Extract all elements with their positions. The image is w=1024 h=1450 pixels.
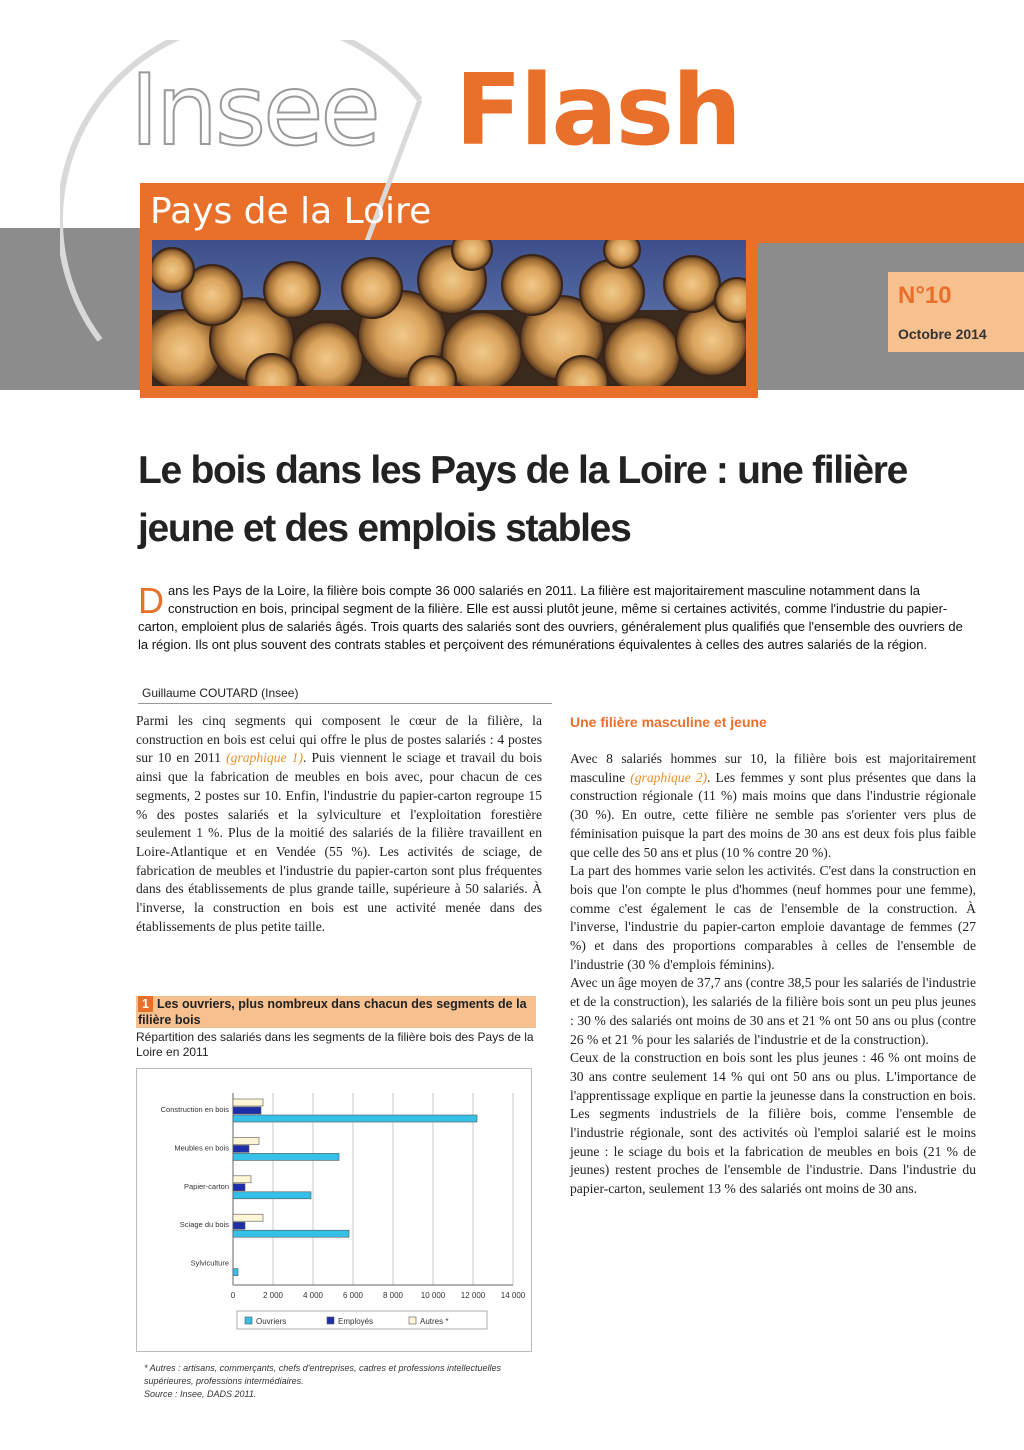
section-heading: Une filière masculine et jeune xyxy=(570,714,767,730)
text-segment: . Puis viennent le sciage et travail du bois ainsi que la fabrication de meubles en bois avec, pour chacun de ces segments, 2 postes sur 10. Enfin, l'industrie du papier-carton regroupe 15 % des postes salariés et la sylviculture et l'exploitation forestière seulement 1 %. Plus de la moitié des salariés de la filière travaillent en Loire-Atlantique et en Vendée (55 %). Les activités de sciage, de fabrication de meubles et l'industrie du papier-carton sont plus fréquentes dans des établissements de plus grande taille, supérieure à 50 salariés. À l'inverse, la construction en bois est une activité menée dans des établissements de plus petite taille. xyxy=(136,750,542,934)
bar xyxy=(233,1184,245,1191)
graph-2-link[interactable]: (graphique 2) xyxy=(630,769,708,785)
chapeau xyxy=(138,582,974,654)
note-autres: * Autres : artisans, commerçants, chefs d'entreprises, cadres et professions intellectuelles supérieures, professions intermédiaires. xyxy=(144,1363,502,1386)
legend-label: Employés xyxy=(338,1317,374,1326)
region-name: Pays de la Loire xyxy=(150,191,432,232)
figure-title xyxy=(136,996,536,1028)
bar xyxy=(233,1176,251,1183)
log-end xyxy=(342,258,402,318)
logo-insee: Insee xyxy=(130,54,378,168)
bar xyxy=(233,1115,477,1122)
text-segment: Parmi les cinq segments qui composent le cœur de la filière, la construction en bois est celui qui offre le plus de postes salariés : 4 postes sur 10 en 2011 xyxy=(136,713,542,766)
x-tick-label: 8 000 xyxy=(382,1291,404,1300)
legend-swatch xyxy=(245,1317,252,1324)
bar xyxy=(233,1145,249,1152)
legend-label: Autres * xyxy=(420,1317,449,1326)
paragraph xyxy=(570,750,976,862)
x-tick-label: 14 000 xyxy=(500,1291,526,1300)
issue-date: Octobre 2014 xyxy=(898,326,987,342)
chart-container xyxy=(136,1068,532,1352)
x-tick-label: 4 000 xyxy=(302,1291,324,1300)
bar xyxy=(233,1214,263,1221)
legend-label: Ouvriers xyxy=(256,1317,287,1326)
bar xyxy=(233,1137,259,1144)
dropcap: D xyxy=(138,580,164,621)
author: Guillaume COUTARD (Insee) xyxy=(142,686,299,700)
x-tick-label: 10 000 xyxy=(420,1291,446,1300)
bar xyxy=(233,1222,245,1229)
bar xyxy=(233,1230,349,1237)
left-paragraph xyxy=(136,712,542,936)
bar xyxy=(233,1107,261,1114)
divider xyxy=(138,703,552,704)
x-tick-label: 2 000 xyxy=(262,1291,284,1300)
x-tick-label: 0 xyxy=(230,1291,236,1300)
category-label: Construction en bois xyxy=(160,1105,229,1114)
chapeau-text: ans les Pays de la Loire, la filière bois compte 36 000 salariés en 2011. La filière est majoritairement masculine notamment dans la construction en bois, principal segment de la filière. Elle est aussi plutôt jeune, même si certaines activités, comme l'industrie du papier-carton, emploient plus de salariés âgés. Trois quarts des salariés sont des ouvriers, généralement plus qualifiés que l'ensemble des ouvriers de la région. Ils ont plus souvent des contrats stables et perçoivent des rémunérations équivalentes à celles des autres salariés de la région. xyxy=(138,583,963,652)
log-end xyxy=(291,322,363,386)
bar xyxy=(233,1153,339,1160)
note-source: Source : Insee, DADS 2011. xyxy=(144,1389,257,1399)
log-end xyxy=(452,240,492,270)
x-tick-label: 12 000 xyxy=(460,1291,486,1300)
log-end xyxy=(604,240,640,268)
log-end xyxy=(604,317,680,386)
bar xyxy=(233,1192,311,1199)
category-label: Sylviculture xyxy=(190,1258,229,1268)
figure-title-text: Les ouvriers, plus nombreux dans chacun des segments de la filière bois xyxy=(138,997,527,1027)
log-end xyxy=(502,255,562,315)
bar xyxy=(233,1099,263,1106)
issue-number: N°10 xyxy=(898,282,952,309)
log-end xyxy=(264,262,320,318)
graph-1-link[interactable]: (graphique 1) xyxy=(226,750,303,766)
paragraph: Avec un âge moyen de 37,7 ans (contre 38,5 pour les salariés de l'industrie et de la construction), les salariés de la filière bois sont un peu plus jeunes : 30 % des salariés ont moins de 30 ans et 21 % ont 50 ans ou plus (contre 26 % et 21 % pour les salariés de l'industrie et de la construction). xyxy=(570,975,976,1047)
paragraph: Ceux de la construction en bois sont les plus jeunes : 46 % ont moins de 30 ans contre seulement 14 % qui ont 50 ans ou plus. L'importance de l'apprentissage explique en partie la jeunesse dans la construction en bois. Les segments industriels de la filière bois, comme l'ensemble de l'industrie régionale, sont des activités où l'emploi salarié est le moins jeune : le sciage du bois et la fabrication de meubles en bois (21 % de jeunes) restent proches de l'ensemble de l'industrie. Dans l'industrie du papier-carton, seulement 13 % des salariés ont moins de 30 ans. xyxy=(570,1050,976,1197)
right-column xyxy=(570,750,976,1199)
figure-notes xyxy=(144,1362,544,1401)
x-tick-label: 6 000 xyxy=(342,1291,364,1300)
category-label: Meubles en bois xyxy=(174,1143,229,1153)
category-label: Sciage du bois xyxy=(179,1220,229,1230)
category-label: Papier-carton xyxy=(183,1181,229,1191)
log-end xyxy=(664,256,720,312)
log-pile-photo xyxy=(152,240,746,386)
logo-flash: Flash xyxy=(455,54,740,168)
bar-chart xyxy=(137,1069,533,1353)
log-end xyxy=(152,248,194,292)
log-end xyxy=(580,260,644,324)
figure-number: 1 xyxy=(138,996,153,1012)
bar xyxy=(233,1269,238,1276)
page-title: Le bois dans les Pays de la Loire : une filière jeune et des emplois stables xyxy=(138,449,908,550)
paragraph: La part des hommes varie selon les activités. C'est dans la construction en bois que l'on compte le plus d'hommes (neuf hommes pour une femme), comme c'est également le cas de l'ensemble de la construction. À l'inverse, l'industrie du papier-carton emploie davantage de femmes (27 %) et dans des proportions comparables à celles de l'ensemble de l'industrie (30 % d'emplois féminins). xyxy=(570,863,976,972)
text-segment: Avec 8 salariés hommes sur 10, la filière bois est majoritairement masculine xyxy=(570,751,976,785)
legend-swatch xyxy=(327,1317,334,1324)
legend-swatch xyxy=(409,1317,416,1324)
text-segment: . Les femmes y sont plus présentes que dans la construction régionale (11 %) mais moins que dans l'industrie régionale (30 %). En outre, cette filière ne semble pas s'orienter vers plus de féminisation puisque la part des moins de 30 ans est deux fois plus faible que celle des 50 ans et plus (10 % contre 20 %). xyxy=(570,769,976,860)
figure-subtitle: Répartition des salariés dans les segments de la filière bois des Pays de la Loire en 2011 xyxy=(136,1030,534,1059)
